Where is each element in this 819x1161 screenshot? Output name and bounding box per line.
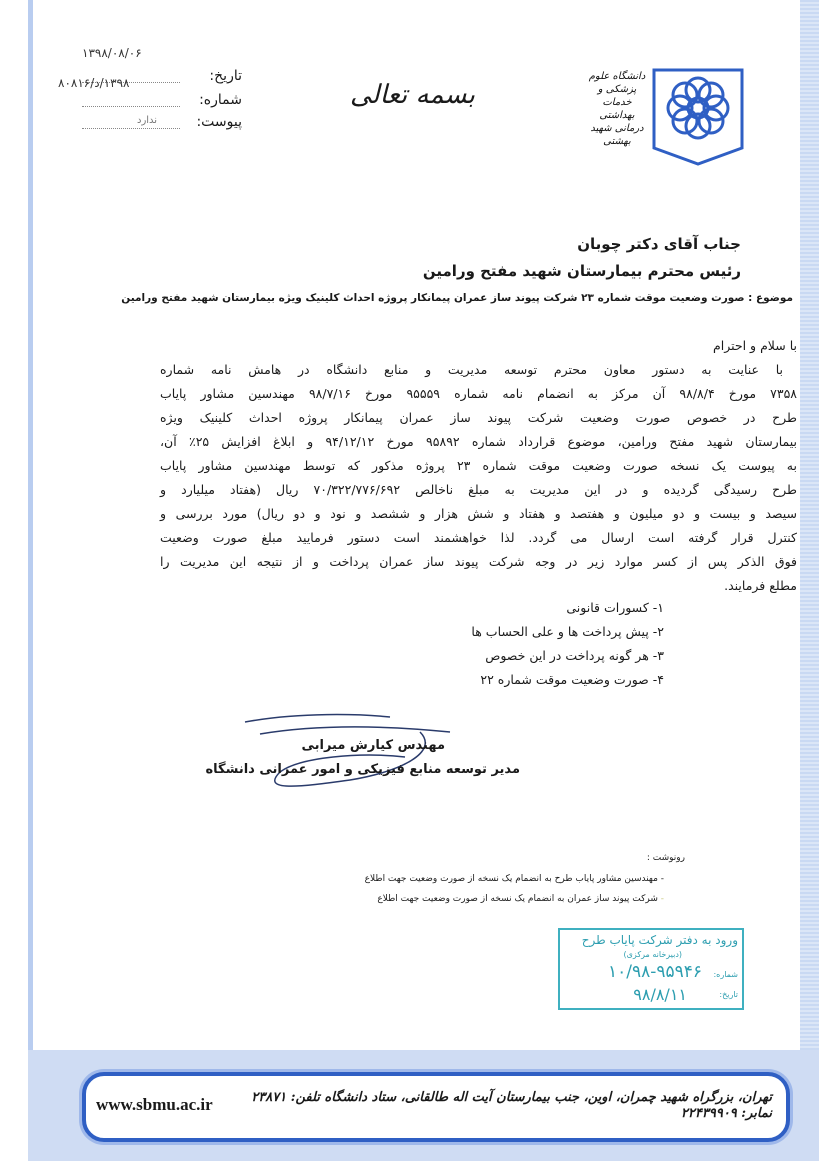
list-item: ۴- صورت وضعیت موقت شماره ۲۲ (480, 672, 664, 687)
stamp-date-value: ۹۸/۸/۱۱ (633, 985, 687, 1004)
cc-label: رونوشت : (646, 853, 685, 863)
greeting: با سلام و احترام (713, 338, 797, 353)
stamp-number-value: ۱۰/۹۸-۹۵۹۴۶ (607, 962, 702, 982)
body-line: با عنایت به دستور معاون محترم توسعه مدیریت و منابع دانشگاه در هامش نامه شماره (160, 362, 783, 377)
receipt-stamp (558, 928, 744, 1010)
university-logo (650, 66, 746, 166)
body-line: فوق الذکر پس از کسر موارد زیر در وجه شرکت پیوند ساز عمران پرداخت و از نتیجه این مدیریت را (160, 554, 797, 569)
body-line: طرح در خصوص صورت وضعیت شرکت پیوند ساز عمران پیمانکار پروژه احداث کلینیک ویژه (160, 410, 797, 425)
signer-title: مدیر توسعه منابع فیزیکی و امور عمرانی دانشگاه (205, 762, 520, 777)
attachment-label: پیوست: (196, 114, 242, 130)
handwritten-signature (240, 712, 470, 802)
date-handwritten: ۱۳۹۸/۰۸/۰۶ (82, 46, 142, 60)
body-line: طرح رسیدگی گردیده و در این مدیریت به مبلغ ناخالص ۷۰/۳۲۲/۷۷۶/۶۹۲ ریال (هفتاد میلیارد و (160, 482, 797, 497)
list-item: ۲- پیش پرداخت ها و علی الحساب ها (471, 624, 664, 639)
logo-text: دانشگاه علوم پزشکی و خدمات بهداشتی درمانی شهید بهشتی (588, 71, 646, 147)
letter-subject: موضوع : صورت وضعیت موقت شماره ۲۳ شرکت پیوند ساز عمران پیمانکار پروژه احداث کلینیک ویژه بیمارستان شهید مفتح ورامین (121, 292, 793, 304)
footer-address: تهران، بزرگراه شهید چمران، اوین، جنب بیمارستان آیت اله طالقانی، ستاد دانشگاه تلفن: ۲۳۸۷۱ نمابر: ۲۲۴۳۹۹۰۹ (251, 1090, 772, 1121)
list-item: ۱- کسورات قانونی (566, 600, 664, 615)
number-field (82, 92, 242, 112)
list-item: ۳- هر گونه پرداخت در این خصوص (485, 648, 664, 663)
stamp-subtitle: (دبیرخانه مرکزی) (623, 950, 682, 959)
stamp-number-label: شماره: (713, 970, 738, 979)
basmala: بسمه تعالی (350, 80, 475, 110)
recipient-title: رئیس محترم بیمارستان شهید مفتح ورامین (422, 262, 741, 280)
body-line: سیصد و بیست و دو میلیون و هفتصد و هفتاد و شش هزار و ششصد و نود و دو ریال) مورد بررسی و (160, 506, 797, 521)
stamp-title: ورود به دفتر شرکت پایاب طرح (581, 933, 738, 947)
page-border-right (800, 0, 819, 1070)
page-border-left (28, 0, 33, 1060)
attachment-field (82, 114, 242, 134)
stamp-date-label: تاریخ: (719, 990, 738, 999)
date-label: تاریخ: (209, 68, 242, 84)
cc-item: - مهندسین مشاور پایاب طرح به انضمام یک نسخه از صورت وضعیت جهت اطلاع (364, 874, 664, 884)
body-line: به پیوست یک نسخه صورت وضعیت موقت شماره ۲۳ پروژه مذکور که توسط مهندسین مشاور پایاب (160, 458, 797, 473)
body-line: مطلع فرمایند. (724, 578, 797, 593)
body-line: ۷۳۵۸ مورخ ۹۸/۸/۴ آن مرکز به انضمام نامه شماره ۹۵۵۵۹ مورخ ۹۸/۷/۱۶ مهندسین مشاور پایاب (160, 386, 798, 401)
cc-item: - شرکت پیوند ساز عمران به انضمام یک نسخه از صورت وضعیت جهت اطلاع (377, 894, 664, 904)
recipient-name: جناب آقای دکتر چوبان (577, 235, 741, 253)
rosette-emblem-icon (650, 66, 746, 166)
footer-website-link[interactable]: www.sbmu.ac.ir (96, 1095, 213, 1114)
body-line: بیمارستان شهید مفتح ورامین، موضوع قرارداد شماره ۹۵۸۹۲ مورخ ۹۴/۱۲/۱۲ و ابلاغ افزایش ۲۵٪ آن، (160, 434, 797, 449)
footer-address-box (82, 1072, 790, 1142)
attachment-value: ندارد (137, 115, 158, 126)
number-label: شماره: (199, 92, 242, 108)
signer-name: مهندس کیارش میرابی (301, 738, 445, 753)
number-handwritten: ۱۳۹۸/د/۸۰۸۱۶ (58, 76, 130, 90)
body-line: کنترل قرار گرفته است ارسال می گردد. لذا خواهشمند است دستور فرمایید مبلغ صورت وضعیت (160, 530, 797, 545)
